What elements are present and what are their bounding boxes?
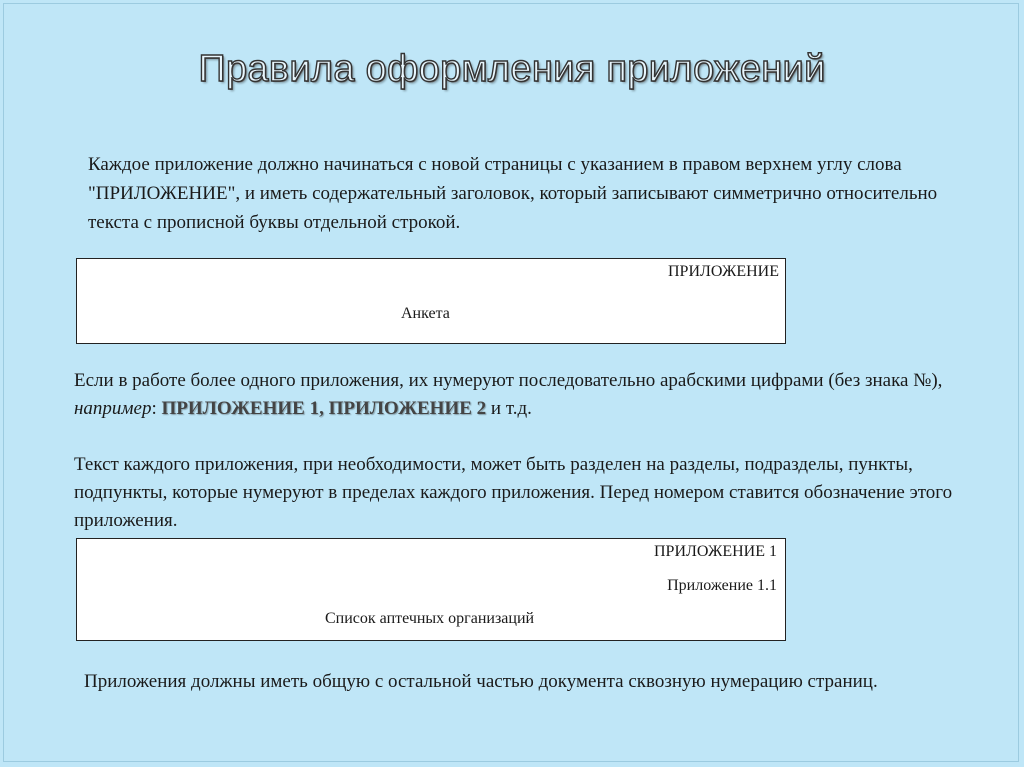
paragraph-new-page-rule: Каждое приложение должно начинаться с новой страницы с указанием в правом верхнем углу слова "ПРИЛОЖЕНИЕ", и иметь содержательный заголовок, который записывают симметрично относительно текста с прописной буквы отдельной строкой. [88, 154, 938, 233]
numbering-rule-tail: и т.д. [486, 398, 532, 419]
paragraph-subdivision-rule: Текст каждого приложения, при необходимости, может быть разделен на разделы, подразделы, пункты, подпункты, которые нумеруют в пределах каждого приложения. Перед номером ставится обозначение этого приложения. [74, 454, 953, 531]
appendix-subsection: Приложение 1.1 [667, 577, 777, 594]
example-box-single-appendix [76, 258, 786, 344]
paragraph-numbering-rule [74, 367, 974, 423]
appendix-label: ПРИЛОЖЕНИЕ [667, 263, 779, 280]
example-values: ПРИЛОЖЕНИЕ 1, ПРИЛОЖЕНИЕ 2 [161, 398, 487, 419]
numbering-rule-text: Если в работе более одного приложения, их нумеруют последовательно арабскими цифрами (без знака №), [74, 370, 943, 391]
appendix-label: ПРИЛОЖЕНИЕ 1 [653, 543, 777, 560]
example-box-numbered-appendix [76, 538, 786, 641]
example-colon: : [151, 398, 162, 419]
example-word: например [74, 398, 152, 419]
appendix-heading: Анкета [401, 305, 450, 322]
paragraph-page-numbering-rule: Приложения должны иметь общую с остальной частью документа сквозную нумерацию страниц. [84, 671, 878, 692]
slide-title: Правила оформления приложений [198, 48, 826, 90]
appendix-heading: Список аптечных организаций [325, 610, 535, 627]
